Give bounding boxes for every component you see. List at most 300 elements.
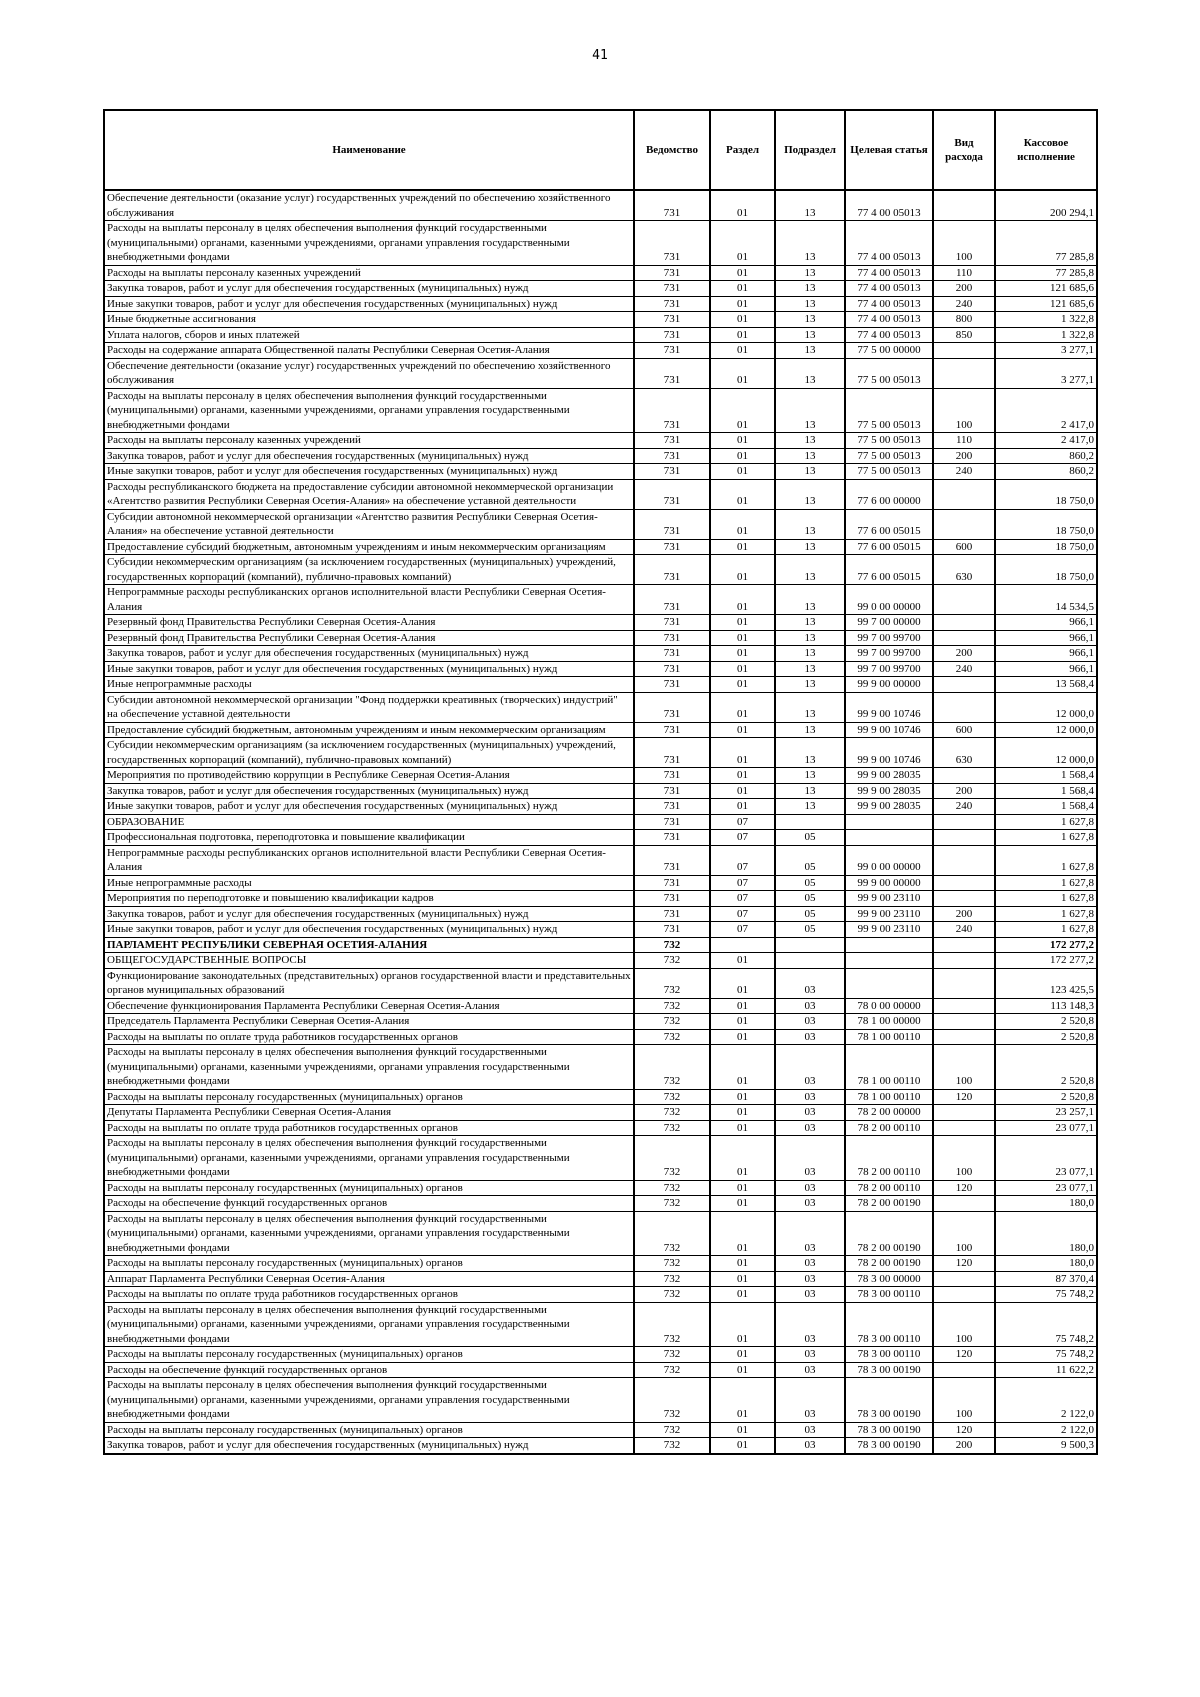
table-row [104,388,1097,433]
cell-tselevaya-statya [845,830,933,846]
cell-kassovoe-ispolnenie: 1 627,8 [995,906,1097,922]
cell-tselevaya-statya: 78 3 00 00110 [845,1287,933,1303]
cell-razdel: 01 [710,1105,775,1121]
cell-kassovoe-ispolnenie: 1 627,8 [995,875,1097,891]
cell-vedomstvo: 732 [634,1347,710,1363]
cell-razdel: 01 [710,1256,775,1272]
cell-kassovoe-ispolnenie: 12 000,0 [995,722,1097,738]
cell-podrazdel: 13 [775,768,845,784]
cell-name: ПАРЛАМЕНТ РЕСПУБЛИКИ СЕВЕРНАЯ ОСЕТИЯ-АЛАНИЯ [104,937,634,953]
cell-name: Субсидии автономной некоммерческой организации "Фонд поддержки креативных (творческих) индустрий" на обеспечение уставной деятельности [104,692,634,722]
cell-tselevaya-statya: 99 9 00 10746 [845,738,933,768]
cell-vedomstvo: 732 [634,968,710,998]
cell-name: Закупка товаров, работ и услуг для обеспечения государственных (муниципальных) нужд [104,1438,634,1454]
cell-name: Расходы на выплаты персоналу государственных (муниципальных) органов [104,1089,634,1105]
cell-name: Мероприятия по переподготовке и повышению квалификации кадров [104,891,634,907]
cell-podrazdel: 05 [775,845,845,875]
cell-podrazdel: 03 [775,1271,845,1287]
cell-razdel: 01 [710,692,775,722]
cell-razdel: 07 [710,830,775,846]
table-row [104,1302,1097,1347]
cell-name: Иные непрограммные расходы [104,677,634,693]
cell-vedomstvo: 732 [634,1211,710,1256]
cell-tselevaya-statya: 77 4 00 05013 [845,265,933,281]
cell-podrazdel: 05 [775,906,845,922]
cell-vedomstvo: 731 [634,830,710,846]
cell-razdel: 01 [710,327,775,343]
cell-name: Расходы на содержание аппарата Общественной палаты Республики Северная Осетия-Алания [104,343,634,359]
cell-kassovoe-ispolnenie: 966,1 [995,615,1097,631]
cell-vid-raskhoda: 120 [933,1256,995,1272]
cell-podrazdel: 03 [775,1347,845,1363]
cell-name: Обеспечение деятельности (оказание услуг) государственных учреждений по обеспечению хозяйственного обслуживания [104,190,634,221]
cell-name: Расходы на выплаты персоналу в целях обеспечения выполнения функций государственными (муниципальными) органами, казенными учреждениями, органами управления государственными внебюджетными фондами [104,221,634,266]
cell-kassovoe-ispolnenie: 12 000,0 [995,738,1097,768]
cell-kassovoe-ispolnenie: 1 322,8 [995,327,1097,343]
cell-name: Расходы на выплаты персоналу в целях обеспечения выполнения функций государственными (муниципальными) органами, казенными учреждениями, органами управления государственными внебюджетными фондами [104,1211,634,1256]
table-row [104,1089,1097,1105]
cell-podrazdel: 03 [775,1196,845,1212]
cell-razdel: 01 [710,358,775,388]
cell-vid-raskhoda [933,891,995,907]
cell-vid-raskhoda: 100 [933,221,995,266]
cell-razdel: 01 [710,1287,775,1303]
cell-podrazdel: 03 [775,1120,845,1136]
cell-tselevaya-statya: 77 4 00 05013 [845,190,933,221]
col-header-tselevaya-statya: Целевая статья [845,110,933,190]
cell-vedomstvo: 731 [634,722,710,738]
cell-vid-raskhoda: 200 [933,1438,995,1454]
cell-vedomstvo: 732 [634,1302,710,1347]
cell-name: Расходы на выплаты персоналу в целях обеспечения выполнения функций государственными (муниципальными) органами, казенными учреждениями, органами управления государственными внебюджетными фондами [104,1302,634,1347]
cell-kassovoe-ispolnenie: 172 277,2 [995,953,1097,969]
cell-vedomstvo: 731 [634,783,710,799]
cell-tselevaya-statya: 78 3 00 00110 [845,1347,933,1363]
cell-podrazdel: 03 [775,1438,845,1454]
cell-name: Резервный фонд Правительства Республики Северная Осетия-Алания [104,615,634,631]
cell-kassovoe-ispolnenie: 121 685,6 [995,296,1097,312]
cell-podrazdel: 13 [775,343,845,359]
cell-kassovoe-ispolnenie: 3 277,1 [995,343,1097,359]
cell-kassovoe-ispolnenie: 180,0 [995,1256,1097,1272]
cell-tselevaya-statya [845,937,933,953]
cell-vid-raskhoda [933,677,995,693]
cell-tselevaya-statya: 99 9 00 10746 [845,692,933,722]
cell-vedomstvo: 731 [634,327,710,343]
cell-vid-raskhoda [933,1120,995,1136]
table-row [104,1120,1097,1136]
cell-kassovoe-ispolnenie: 12 000,0 [995,692,1097,722]
cell-vedomstvo: 731 [634,677,710,693]
cell-tselevaya-statya: 78 2 00 00190 [845,1211,933,1256]
cell-vid-raskhoda: 110 [933,433,995,449]
cell-kassovoe-ispolnenie: 18 750,0 [995,539,1097,555]
table-row [104,998,1097,1014]
cell-razdel: 01 [710,585,775,615]
cell-tselevaya-statya: 78 3 00 00190 [845,1362,933,1378]
cell-vedomstvo: 732 [634,1029,710,1045]
table-row [104,358,1097,388]
cell-tselevaya-statya: 99 9 00 23110 [845,906,933,922]
cell-name: Расходы на выплаты по оплате труда работников государственных органов [104,1029,634,1045]
table-row [104,1378,1097,1423]
cell-name: Обеспечение функционирования Парламента Республики Северная Осетия-Алания [104,998,634,1014]
cell-vedomstvo: 731 [634,799,710,815]
cell-name: Закупка товаров, работ и услуг для обеспечения государственных (муниципальных) нужд [104,281,634,297]
cell-podrazdel: 05 [775,830,845,846]
cell-razdel: 01 [710,677,775,693]
cell-vedomstvo: 732 [634,953,710,969]
table-row [104,799,1097,815]
cell-name: Закупка товаров, работ и услуг для обеспечения государственных (муниципальных) нужд [104,646,634,662]
cell-vid-raskhoda: 850 [933,327,995,343]
cell-podrazdel: 13 [775,677,845,693]
cell-name: Расходы на выплаты персоналу в целях обеспечения выполнения функций государственными (муниципальными) органами, казенными учреждениями, органами управления государственными внебюджетными фондами [104,1136,634,1181]
cell-vedomstvo: 731 [634,479,710,509]
cell-podrazdel: 13 [775,281,845,297]
cell-name: Непрограммные расходы республиканских органов исполнительной власти Республики Северная Осетия-Алания [104,845,634,875]
cell-tselevaya-statya: 78 3 00 00190 [845,1422,933,1438]
cell-vedomstvo: 731 [634,646,710,662]
cell-vedomstvo: 731 [634,190,710,221]
cell-kassovoe-ispolnenie: 123 425,5 [995,968,1097,998]
cell-vedomstvo: 732 [634,1120,710,1136]
cell-razdel: 01 [710,1378,775,1423]
table-row [104,1180,1097,1196]
cell-name: Мероприятия по противодействию коррупции в Республике Северная Осетия-Алания [104,768,634,784]
cell-razdel: 01 [710,479,775,509]
cell-tselevaya-statya: 78 2 00 00110 [845,1120,933,1136]
cell-kassovoe-ispolnenie: 1 568,4 [995,799,1097,815]
cell-tselevaya-statya: 99 7 00 99700 [845,630,933,646]
cell-vid-raskhoda [933,830,995,846]
cell-podrazdel: 03 [775,1180,845,1196]
table-row [104,221,1097,266]
cell-podrazdel: 13 [775,464,845,480]
cell-razdel: 07 [710,845,775,875]
table-row [104,722,1097,738]
cell-tselevaya-statya: 77 5 00 05013 [845,464,933,480]
cell-vedomstvo: 732 [634,1287,710,1303]
cell-vid-raskhoda: 100 [933,1302,995,1347]
cell-vid-raskhoda: 600 [933,722,995,738]
cell-name: Предоставление субсидий бюджетным, автономным учреждениям и иным некоммерческим организациям [104,722,634,738]
cell-tselevaya-statya: 99 9 00 23110 [845,922,933,938]
cell-vedomstvo: 732 [634,1362,710,1378]
cell-vid-raskhoda [933,1362,995,1378]
cell-vid-raskhoda [933,937,995,953]
cell-tselevaya-statya: 77 4 00 05013 [845,312,933,328]
cell-razdel: 01 [710,1045,775,1090]
cell-podrazdel: 13 [775,692,845,722]
cell-kassovoe-ispolnenie: 1 627,8 [995,922,1097,938]
cell-razdel: 01 [710,1362,775,1378]
cell-tselevaya-statya: 99 9 00 28035 [845,799,933,815]
cell-name: Профессиональная подготовка, переподготовка и повышение квалификации [104,830,634,846]
cell-podrazdel: 13 [775,358,845,388]
cell-vedomstvo: 731 [634,358,710,388]
cell-vid-raskhoda [933,630,995,646]
cell-razdel: 01 [710,661,775,677]
cell-tselevaya-statya: 77 4 00 05013 [845,221,933,266]
cell-kassovoe-ispolnenie: 180,0 [995,1196,1097,1212]
cell-razdel: 01 [710,433,775,449]
cell-vedomstvo: 731 [634,661,710,677]
cell-name: Расходы на выплаты по оплате труда работников государственных органов [104,1287,634,1303]
col-header-kassovoe-ispolnenie: Кассовое исполнение [995,110,1097,190]
cell-name: Расходы на выплаты персоналу в целях обеспечения выполнения функций государственными (муниципальными) органами, казенными учреждениями, органами управления государственными внебюджетными фондами [104,1378,634,1423]
cell-razdel: 01 [710,1422,775,1438]
cell-vid-raskhoda [933,768,995,784]
cell-tselevaya-statya: 78 3 00 00190 [845,1438,933,1454]
cell-razdel: 01 [710,722,775,738]
cell-razdel [710,937,775,953]
cell-razdel: 01 [710,768,775,784]
cell-podrazdel: 13 [775,646,845,662]
cell-podrazdel: 03 [775,968,845,998]
cell-kassovoe-ispolnenie: 2 417,0 [995,388,1097,433]
cell-razdel: 01 [710,388,775,433]
cell-name: Расходы на выплаты персоналу в целях обеспечения выполнения функций государственными (муниципальными) органами, казенными учреждениями, органами управления государственными внебюджетными фондами [104,1045,634,1090]
table-row [104,906,1097,922]
cell-kassovoe-ispolnenie: 1 322,8 [995,312,1097,328]
cell-tselevaya-statya: 99 9 00 28035 [845,783,933,799]
cell-razdel: 01 [710,555,775,585]
table-row [104,1014,1097,1030]
cell-name: Иные закупки товаров, работ и услуг для обеспечения государственных (муниципальных) нужд [104,661,634,677]
cell-vid-raskhoda: 120 [933,1347,995,1363]
cell-tselevaya-statya: 78 2 00 00110 [845,1180,933,1196]
cell-name: Расходы на выплаты персоналу государственных (муниципальных) органов [104,1256,634,1272]
cell-razdel: 07 [710,906,775,922]
cell-vedomstvo: 731 [634,281,710,297]
cell-vedomstvo: 731 [634,814,710,830]
cell-vedomstvo: 731 [634,615,710,631]
cell-vid-raskhoda [933,998,995,1014]
cell-razdel: 01 [710,646,775,662]
cell-name: Иные бюджетные ассигнования [104,312,634,328]
cell-vid-raskhoda [933,358,995,388]
cell-tselevaya-statya [845,814,933,830]
cell-razdel: 01 [710,343,775,359]
col-header-vedomstvo: Ведомство [634,110,710,190]
cell-tselevaya-statya: 78 0 00 00000 [845,998,933,1014]
cell-vedomstvo: 732 [634,1014,710,1030]
cell-kassovoe-ispolnenie: 9 500,3 [995,1438,1097,1454]
table-row [104,1029,1097,1045]
cell-kassovoe-ispolnenie: 180,0 [995,1211,1097,1256]
table-row [104,891,1097,907]
cell-vid-raskhoda: 800 [933,312,995,328]
cell-podrazdel: 03 [775,1302,845,1347]
cell-tselevaya-statya: 77 4 00 05013 [845,281,933,297]
cell-kassovoe-ispolnenie: 2 520,8 [995,1045,1097,1090]
table-row [104,1256,1097,1272]
table-row [104,1045,1097,1090]
cell-vedomstvo: 731 [634,221,710,266]
cell-kassovoe-ispolnenie: 77 285,8 [995,221,1097,266]
cell-tselevaya-statya: 78 1 00 00110 [845,1029,933,1045]
cell-vid-raskhoda [933,692,995,722]
cell-tselevaya-statya: 77 5 00 05013 [845,433,933,449]
table-row [104,783,1097,799]
cell-vid-raskhoda: 240 [933,661,995,677]
table-row [104,555,1097,585]
table-row [104,875,1097,891]
cell-kassovoe-ispolnenie: 2 122,0 [995,1378,1097,1423]
cell-kassovoe-ispolnenie: 1 627,8 [995,814,1097,830]
cell-tselevaya-statya: 78 2 00 00000 [845,1105,933,1121]
table-row [104,1105,1097,1121]
cell-name: ОБРАЗОВАНИЕ [104,814,634,830]
cell-tselevaya-statya: 77 5 00 05013 [845,388,933,433]
cell-podrazdel: 13 [775,221,845,266]
cell-name: Закупка товаров, работ и услуг для обеспечения государственных (муниципальных) нужд [104,448,634,464]
cell-vid-raskhoda [933,509,995,539]
cell-kassovoe-ispolnenie: 2 520,8 [995,1089,1097,1105]
table-row [104,646,1097,662]
cell-razdel: 01 [710,265,775,281]
cell-podrazdel: 13 [775,738,845,768]
cell-vid-raskhoda [933,1014,995,1030]
cell-name: Иные закупки товаров, работ и услуг для обеспечения государственных (муниципальных) нужд [104,799,634,815]
cell-vid-raskhoda: 240 [933,464,995,480]
cell-razdel: 01 [710,1120,775,1136]
cell-podrazdel: 13 [775,630,845,646]
cell-tselevaya-statya: 99 7 00 99700 [845,661,933,677]
cell-vedomstvo: 731 [634,312,710,328]
cell-vedomstvo: 731 [634,845,710,875]
cell-razdel: 01 [710,630,775,646]
cell-name: Расходы на выплаты персоналу государственных (муниципальных) органов [104,1422,634,1438]
cell-vedomstvo: 732 [634,1271,710,1287]
cell-vid-raskhoda: 630 [933,555,995,585]
cell-podrazdel: 03 [775,1256,845,1272]
table-row [104,814,1097,830]
budget-table [103,109,1098,1455]
cell-kassovoe-ispolnenie: 172 277,2 [995,937,1097,953]
cell-vedomstvo: 731 [634,768,710,784]
table-row [104,1196,1097,1212]
cell-podrazdel: 03 [775,1089,845,1105]
cell-kassovoe-ispolnenie: 1 568,4 [995,783,1097,799]
table-row [104,448,1097,464]
cell-vedomstvo: 732 [634,1089,710,1105]
cell-name: Расходы республиканского бюджета на предоставление субсидии автономной некоммерческой организации «Агентство развития Республики Северная Осетия-Алания» на обеспечение уставной деятельности [104,479,634,509]
cell-vedomstvo: 731 [634,906,710,922]
cell-kassovoe-ispolnenie: 121 685,6 [995,281,1097,297]
cell-vedomstvo: 732 [634,937,710,953]
cell-vedomstvo: 731 [634,265,710,281]
cell-vid-raskhoda [933,1271,995,1287]
cell-razdel: 01 [710,738,775,768]
cell-tselevaya-statya: 99 0 00 00000 [845,585,933,615]
col-header-name: Наименование [104,110,634,190]
cell-tselevaya-statya: 78 2 00 00190 [845,1256,933,1272]
cell-razdel: 01 [710,968,775,998]
cell-tselevaya-statya: 99 9 00 10746 [845,722,933,738]
cell-vid-raskhoda: 200 [933,906,995,922]
table-row [104,630,1097,646]
cell-tselevaya-statya: 99 0 00 00000 [845,845,933,875]
cell-vid-raskhoda [933,814,995,830]
cell-vedomstvo: 731 [634,875,710,891]
cell-vid-raskhoda: 120 [933,1180,995,1196]
cell-podrazdel: 13 [775,722,845,738]
cell-tselevaya-statya: 77 5 00 00000 [845,343,933,359]
cell-vedomstvo: 732 [634,1105,710,1121]
cell-kassovoe-ispolnenie: 14 534,5 [995,585,1097,615]
table-row [104,1271,1097,1287]
cell-podrazdel [775,953,845,969]
cell-name: Депутаты Парламента Республики Северная Осетия-Алания [104,1105,634,1121]
cell-kassovoe-ispolnenie: 2 122,0 [995,1422,1097,1438]
cell-podrazdel [775,937,845,953]
cell-tselevaya-statya: 99 9 00 00000 [845,677,933,693]
cell-name: Непрограммные расходы республиканских органов исполнительной власти Республики Северная Осетия-Алания [104,585,634,615]
cell-name: ОБЩЕГОСУДАРСТВЕННЫЕ ВОПРОСЫ [104,953,634,969]
cell-vid-raskhoda: 120 [933,1422,995,1438]
cell-razdel: 07 [710,875,775,891]
cell-vedomstvo: 731 [634,464,710,480]
cell-tselevaya-statya: 99 9 00 28035 [845,768,933,784]
table-row [104,1287,1097,1303]
table-row [104,312,1097,328]
cell-vedomstvo: 732 [634,1256,710,1272]
table-row [104,1422,1097,1438]
cell-podrazdel: 03 [775,1045,845,1090]
cell-name: Председатель Парламента Республики Северная Осетия-Алания [104,1014,634,1030]
table-row [104,830,1097,846]
table-row [104,845,1097,875]
cell-vedomstvo: 732 [634,1136,710,1181]
cell-razdel: 01 [710,799,775,815]
cell-razdel: 01 [710,615,775,631]
cell-podrazdel [775,814,845,830]
cell-tselevaya-statya: 77 6 00 05015 [845,509,933,539]
table-row [104,539,1097,555]
cell-podrazdel: 13 [775,265,845,281]
cell-razdel: 01 [710,1014,775,1030]
cell-kassovoe-ispolnenie: 1 627,8 [995,845,1097,875]
cell-vedomstvo: 732 [634,1045,710,1090]
cell-kassovoe-ispolnenie: 1 568,4 [995,768,1097,784]
table-row [104,661,1097,677]
col-header-podrazdel: Подраздел [775,110,845,190]
cell-vedomstvo: 732 [634,1196,710,1212]
cell-podrazdel: 13 [775,433,845,449]
table-header-row [104,110,1097,190]
table-row [104,1211,1097,1256]
table-row [104,922,1097,938]
cell-vid-raskhoda [933,1029,995,1045]
cell-vedomstvo: 731 [634,509,710,539]
cell-vid-raskhoda [933,845,995,875]
table-row [104,1347,1097,1363]
cell-kassovoe-ispolnenie: 2 417,0 [995,433,1097,449]
cell-podrazdel: 05 [775,922,845,938]
table-row [104,968,1097,998]
cell-razdel: 01 [710,539,775,555]
table-row [104,479,1097,509]
cell-podrazdel: 13 [775,448,845,464]
table-row [104,509,1097,539]
cell-vid-raskhoda: 240 [933,799,995,815]
cell-podrazdel: 03 [775,1211,845,1256]
table-row [104,1438,1097,1454]
cell-podrazdel: 13 [775,190,845,221]
table-row [104,692,1097,722]
